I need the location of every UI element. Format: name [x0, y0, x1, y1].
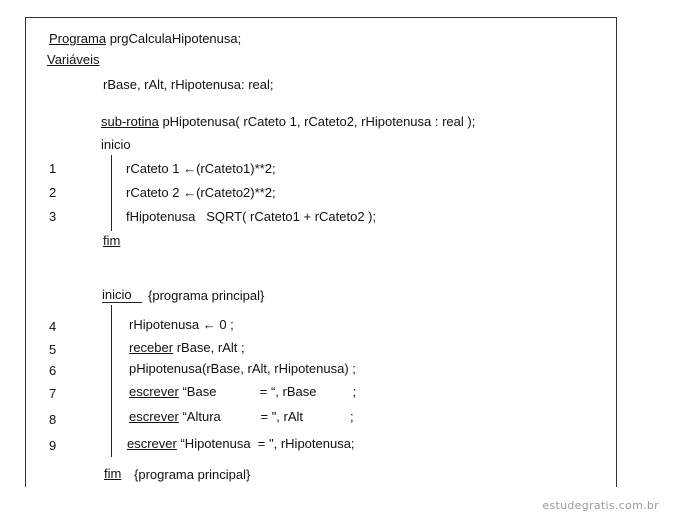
main-inicio-underline [102, 302, 142, 303]
main-inicio: inicio [102, 287, 132, 302]
code-line: rHipotenusa ← 0 ; [129, 317, 234, 332]
subroutine-inicio: inicio [101, 137, 131, 152]
main-fim-comment: {programa principal} [134, 467, 251, 482]
main-block-bar [111, 305, 112, 457]
line-number: 8 [49, 412, 57, 427]
code-line: rCateto 2 ←(rCateto2)**2; [126, 185, 276, 200]
subroutine-header: sub-rotina pHipotenusa( rCateto 1, rCateto2, rHipotenusa : real ); [101, 114, 476, 129]
code-line: escrever “Altura = ", rAlt ; [129, 409, 354, 424]
line-number: 2 [49, 185, 57, 200]
line-number: 9 [49, 438, 57, 453]
line-number: 1 [49, 161, 57, 176]
code-line: escrever “Hipotenusa = ", rHipotenusa; [127, 436, 355, 451]
code-line: pHipotenusa(rBase, rAlt, rHipotenusa) ; [129, 361, 356, 376]
code-line: escrever “Base = “, rBase ; [129, 384, 357, 399]
programa-keyword: Programa prgCalculaHipotenusa; [49, 31, 242, 46]
subroutine-fim: fim [103, 233, 121, 248]
line-number: 7 [49, 386, 57, 401]
code-line: rCateto 1 ←(rCateto1)**2; [126, 161, 276, 176]
main-fim: fim [104, 466, 122, 481]
line-number: 4 [49, 319, 57, 334]
code-line: receber rBase, rAlt ; [129, 340, 245, 355]
watermark: estudegratis.com.br [542, 499, 659, 512]
main-inicio-comment: {programa principal} [148, 288, 265, 303]
line-number: 3 [49, 209, 57, 224]
variable-declaration: rBase, rAlt, rHipotenusa: real; [103, 77, 274, 92]
line-number: 6 [49, 363, 57, 378]
subroutine-block-bar [111, 155, 112, 231]
code-line: fHipotenusa SQRT( rCateto1 + rCateto2 ); [126, 209, 377, 224]
variaveis-keyword: Variáveis [47, 52, 100, 67]
line-number: 5 [49, 342, 57, 357]
